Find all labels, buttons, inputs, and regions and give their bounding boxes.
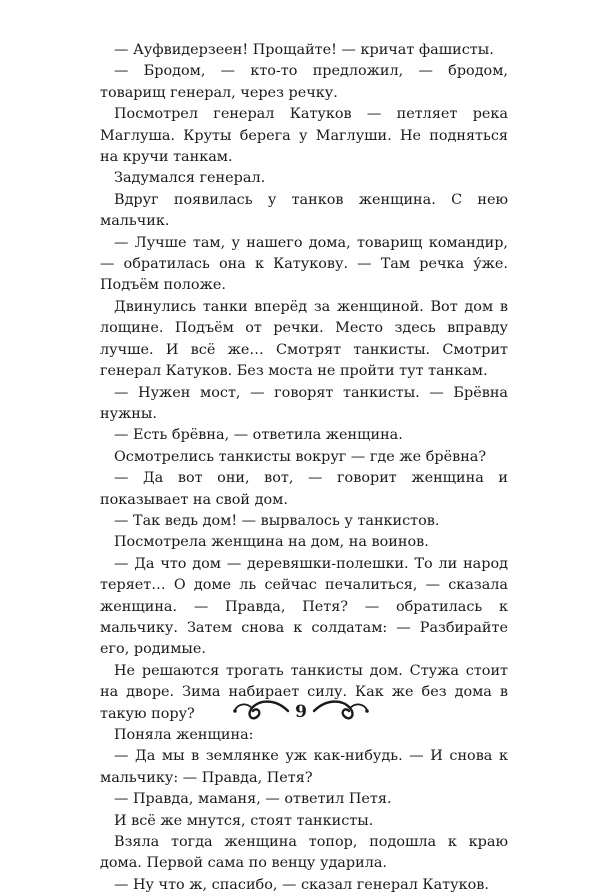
paragraph: Вдруг появилась у танков женщина. С нею мальчик. bbox=[100, 191, 508, 230]
paragraph: Задумался генерал. bbox=[114, 170, 266, 187]
paragraph: Не решаются трогать танкисты дом. Стужа стоит на дворе. Зима набирает силу. Как же без дома в такую пору? bbox=[100, 662, 508, 722]
paragraph: Взяла тогда женщина топор, подошла к краю дома. Первой сама по венцу ударила. bbox=[100, 834, 508, 872]
paragraph: Двинулись танки вперёд за женщиной. Вот дом в лощине. Подъём от речки. Место здесь вправду лучше. И всё же… Смотрят танкисты. Смотрит генерал Катуков. Без моста не пройти тут танкам. bbox=[100, 298, 508, 380]
paragraph: Посмотрела женщина на дом, на воинов. bbox=[114, 534, 429, 551]
paragraph: Осмотрелись танкисты вокруг — где же брёвна? bbox=[114, 448, 487, 465]
paragraph: — Ну что ж, спасибо, — сказал генерал Катуков. bbox=[114, 876, 489, 893]
paragraph: — Лучше там, у нашего дома, товарищ командир, — обратилась она к Катукову. — Там речка у́же. Подъём положе. bbox=[100, 234, 508, 294]
book-page-text bbox=[100, 40, 508, 896]
paragraph: — Да мы в землянке уж как-нибудь. — И снова к мальчику: — Правда, Петя? bbox=[100, 748, 508, 786]
paragraph: Поняла женщина: bbox=[114, 727, 254, 743]
paragraph: — Ауфвидерзеен! Прощайте! — кричат фашисты. bbox=[114, 42, 494, 58]
paragraph: И всё же мнутся, стоят танкисты. bbox=[114, 812, 374, 829]
page-footer bbox=[0, 696, 600, 736]
paragraph: — Да вот они, вот, — говорит женщина и показывает на свой дом. bbox=[100, 470, 508, 508]
paragraph: — Бродом, — кто-то предложил, — бродом, товарищ генерал, через речку. bbox=[100, 63, 508, 101]
page-number: 9 bbox=[295, 702, 307, 722]
paragraph: — Да что дом — деревяшки-полешки. То ли народ теряет… О доме ль сейчас печалиться, — сказала женщина. — Правда, Петя? — обратилась к мальчику. Затем снова к солдатам: — Разбирайте его, родимые. bbox=[100, 555, 508, 658]
flourish-right-icon bbox=[312, 696, 370, 726]
flourish-left-icon bbox=[232, 696, 290, 726]
paragraph: — Так ведь дом! — вырвалось у танкистов. bbox=[114, 512, 440, 529]
paragraph: — Правда, маманя, — ответил Петя. bbox=[114, 791, 392, 808]
paragraph: — Нужен мост, — говорят танкисты. — Брёвна нужны. bbox=[100, 384, 508, 422]
paragraph: — Есть брёвна, — ответила женщина. bbox=[114, 427, 403, 444]
paragraph: Посмотрел генерал Катуков — петляет река Маглуша. Круты берега у Маглуши. Не подняться на кручи танкам. bbox=[100, 106, 508, 166]
